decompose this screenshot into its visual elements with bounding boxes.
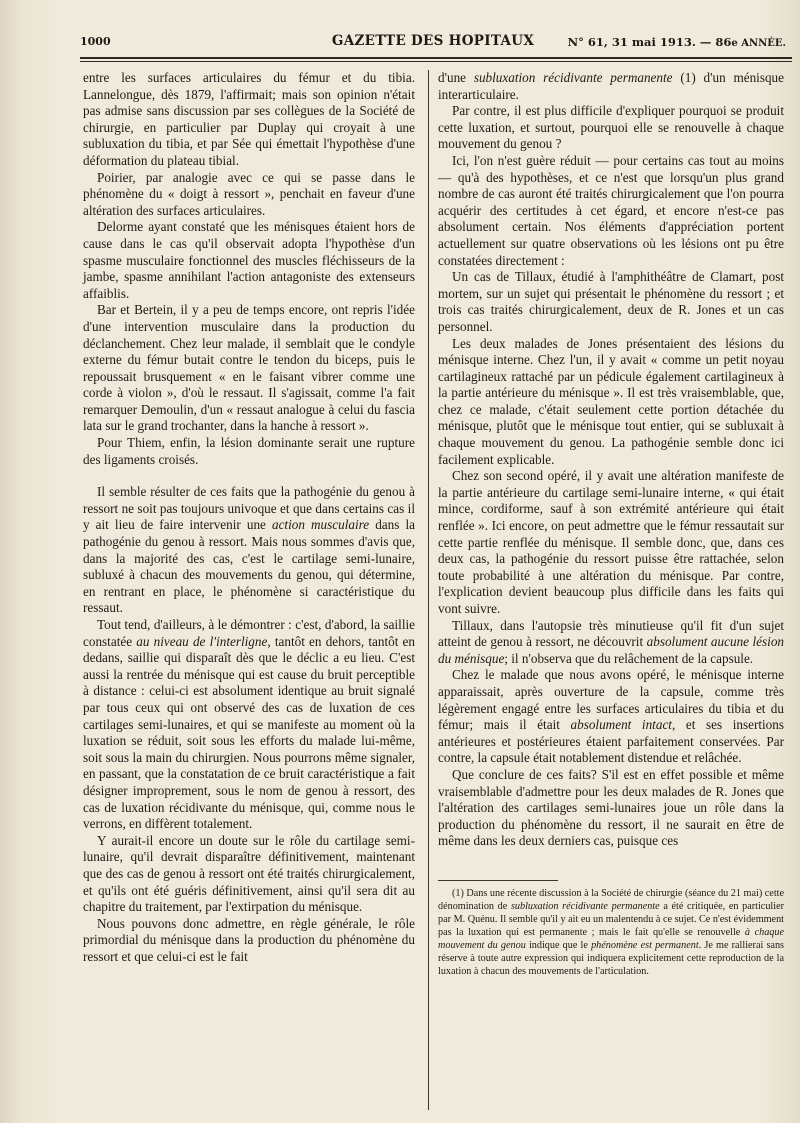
- paragraph: Y aurait-il encore un doute sur le rôle du cartilage semi-lunaire, qu'il devrait disparaître définitivement, maintenant que des cas de genou à ressort ont été traités chirurgicalement, et qu'ils ont été guéris définitivement, ainsi qu'il sera dit au chapitre du traitement, par l'extirpation du ménisque.: [83, 832, 415, 915]
- paragraph: Que conclure de ces faits? S'il est en effet possible et même vraisemblable d'admettre pour les deux malades de R. Jones que l'altération des cartilages semi-lunaires joue un rôle dans la production du phénomène du ressort, il ne saurait en être de même dans les deux derniers cas, puisque ces: [438, 766, 784, 849]
- column-divider: [428, 70, 429, 1110]
- text-run: dans la pathogénie du genou à ressort. Mais nous sommes d'avis que, dans la majorité des cas, c'est le cartilage semi-lunaire, subluxé à chacun des mouvements du genou, qui détermine, en rentrant en place, le phénomène si caractéristique du ressaut.: [83, 517, 415, 616]
- italic-run: subluxation récidivante permanente: [473, 70, 673, 85]
- paragraph: Par contre, il est plus difficile d'expliquer pourquoi se produit cette luxation, et surtout, pourquoi elle se renouvelle à chaque mouvement du genou ?: [438, 103, 784, 152]
- text-run: . Je me rallierai sans réserve à toute autre expression qui indiquera explicitement cette reproduction de la luxation à chacun des mouvements de l'articulation.: [438, 939, 785, 977]
- right-column: [438, 70, 784, 978]
- issue-date: N° 61, 31 mai 1913. — 86: [567, 35, 732, 49]
- paragraph: Chez son second opéré, il y avait une altération manifeste de la partie antérieure du cartilage semi-lunaire interne, « qui était mince, cordiforme, sauf à son extrémité antérieure qui était renflée ». Ici encore, on peut admettre que le fémur ressautait sur cette partie renflée du ménisque. Il semble donc, que, dans ces deux cas, la pathogénie du ressort puisse être rattachée, selon toute probabilité à une altération du ménisque. Par contre, l'explication devient beaucoup plus difficile dans les faits qui vont suivre.: [438, 468, 784, 616]
- paragraph: [83, 617, 415, 833]
- issue-info: [568, 35, 786, 49]
- issue-year: e ANNÉE.: [731, 38, 786, 49]
- paragraph: Un cas de Tillaux, étudié à l'amphithéâtre de Clamart, post mortem, sur un sujet qui présentait le phénomène du ressort ; et trois cas traités chirurgicalement, deux de R. Jones et un cas personnel.: [438, 269, 784, 334]
- paragraph: Poirier, par analogie avec ce qui se passe dans le phénomène du « doigt à ressort », penchait en faveur d'une altération des surfaces articulaires.: [83, 169, 415, 218]
- paragraph: Les deux malades de Jones présentaient des lésions du ménisque interne. Chez l'un, il y avait « comme un petit noyau cartilagineux rattaché par un pédicule également cartilagineux à la partie antérieure du ménisque ». Il est très vraisemblable, que, chez ce malade, c'était seulement cette portion détachée du ménisque, plutôt que le ménisque tout entier, qui se subluxait à chaque mouvement du genou. La pathogénie semble donc ici facilement explicable.: [438, 335, 784, 467]
- text-run: ; il n'observa que du relâchement de la capsule.: [504, 650, 754, 666]
- paragraph: entre les surfaces articulaires du fémur et du tibia. Lannelongue, dès 1879, l'affirmait; mais son opinion n'était pas admise sans discussion par ses collègues de la Société de chirurgie, en particulier par Duplay qui croyait à une subluxation du tibia, et par Sée qui émettait l'hypothèse d'une déformation du plateau tibial.: [83, 70, 415, 168]
- paragraph: Pour Thiem, enfin, la lésion dominante serait une rupture des ligaments croisés.: [83, 435, 415, 467]
- paragraph: [438, 667, 784, 767]
- header-rule-thick: [80, 57, 792, 59]
- italic-run: absolument intact: [570, 717, 672, 733]
- text-run: a été critiquée, en particulier par M. Quénu. Il semble qu'il y ait eu un malentendu à ce sujet. Ce n'est évidemment pas la luxation qui est permanente ; mais le fait qu'elle se renouvelle: [438, 900, 784, 938]
- italic-run: action musculaire: [271, 517, 370, 533]
- italic-run: phénomène est permanent: [591, 939, 699, 951]
- text-run: Chez le malade que nous avons opéré, le ménisque interne apparaissait, après ouverture de la capsule, comme très légèrement engagé entre les surfaces articulaires du tibia et du fémur; mais il était: [438, 667, 784, 733]
- italic-run: au niveau de l'interligne: [136, 633, 268, 649]
- paragraph: [438, 70, 784, 103]
- text-run: Tillaux, dans l'autopsie très minutieuse qu'il fit d'un sujet atteint de genou à ressort, ne découvrit: [438, 617, 784, 650]
- footnote: [438, 887, 784, 978]
- italic-run: subluxation récidivante permanente: [510, 900, 660, 912]
- paragraph: Delorme ayant constaté que les ménisques étaient hors de cause dans le cas qu'il observait adopta l'hypothèse d'un spasme musculaire fonctionnel des muscles fléchisseurs de la jambe, spasme annihilant l'action antagoniste des extenseurs affaiblis.: [83, 219, 415, 301]
- journal-title: GAZETTE DES HOPITAUX: [331, 33, 535, 49]
- italic-run: absolument aucune lésion du ménisque: [438, 634, 785, 666]
- paragraph: Bar et Bertein, il y a peu de temps encore, ont repris l'idée d'une intervention musculaire dans la production du déclanchement. Chez leur malade, il semblait que le condyle externe du fémur butait contre le tendon du biceps, puis le repoussait brusquement « en le faisant vibrer comme une corde à violon », d'où le ressaut. Il s'agissait, comme l'a fait remarquer Demoulin, d'un « ressaut analogue à celui du fascia lata sur le grand trochanter, dans la hanche à ressort ».: [83, 302, 415, 434]
- left-column: [83, 70, 415, 965]
- paragraph: [83, 484, 415, 617]
- text-run: , et ses insertions antérieures et postérieures étaient parfaitement conservées. Par contre, la capsule était notablement distendue et relâchée.: [438, 717, 784, 766]
- paragraph: Ici, l'on n'est guère réduit — pour certains cas tout au moins — qu'à des hypothèses, et ce n'est que lorsqu'un plus grand nombre de cas auront été traités chirurgicalement que l'on pourra acquérir des certitudes à cet égard, et encore n'est-ce pas absolument certain. Nos éléments d'appréciation portent actuellement sur quatre observations où les lésions ont pu être constatées directement :: [438, 152, 784, 268]
- page-number: 1000: [80, 35, 111, 48]
- paragraph: Nous pouvons donc admettre, en règle générale, le rôle primordial du ménisque dans la production du phénomène du ressort et que celui-ci est le fait: [83, 915, 415, 964]
- footnote-rule: [438, 880, 558, 881]
- text-run: (1) d'un ménisque interarticulaire.: [438, 70, 784, 102]
- text-run: (1) Dans une récente discussion à la Société de chirurgie (séance du 21 mai) cette dénomination de: [438, 887, 784, 912]
- text-run: indique que le: [525, 939, 592, 951]
- text-run: d'une: [438, 70, 474, 85]
- italic-run: à chaque mouvement du genou: [438, 926, 784, 951]
- text-run: , tantôt en dehors, tantôt en dedans, saillie qui disparaît dès que le déclic a eu lieu. C'est aussi la rentrée du ménisque qui est cause du bruit perceptible à distance : celui-ci est absolument identique au bruit signalé par tous ceux qui ont observé des cas de luxation de ces cartilages semi-lunaires, et qui se manifeste au moment où la luxation se réduit, soit sous les efforts du malade lui-même, soit sous la main du chirurgien. Nous pourrons même signaler, en passant, que la constatation de ce bruit caractéristique a fait désigner improprement, sous le nom de genou à ressort, des cas de luxation récidivante du ménisque, qui, comme nous le verrons, en diffèrent totalement.: [83, 633, 415, 832]
- text-run: Il semble résulter de ces faits que la pathogénie du genou à ressort ne soit pas toujours univoque et que dans certains cas il y ait lieu de faire intervenir une: [83, 484, 415, 533]
- text-run: Tout tend, d'ailleurs, à le démontrer : c'est, d'abord, la saillie constatée: [83, 617, 415, 649]
- paragraph: [438, 618, 784, 668]
- running-header: [80, 33, 786, 53]
- header-rule-thin: [80, 61, 792, 62]
